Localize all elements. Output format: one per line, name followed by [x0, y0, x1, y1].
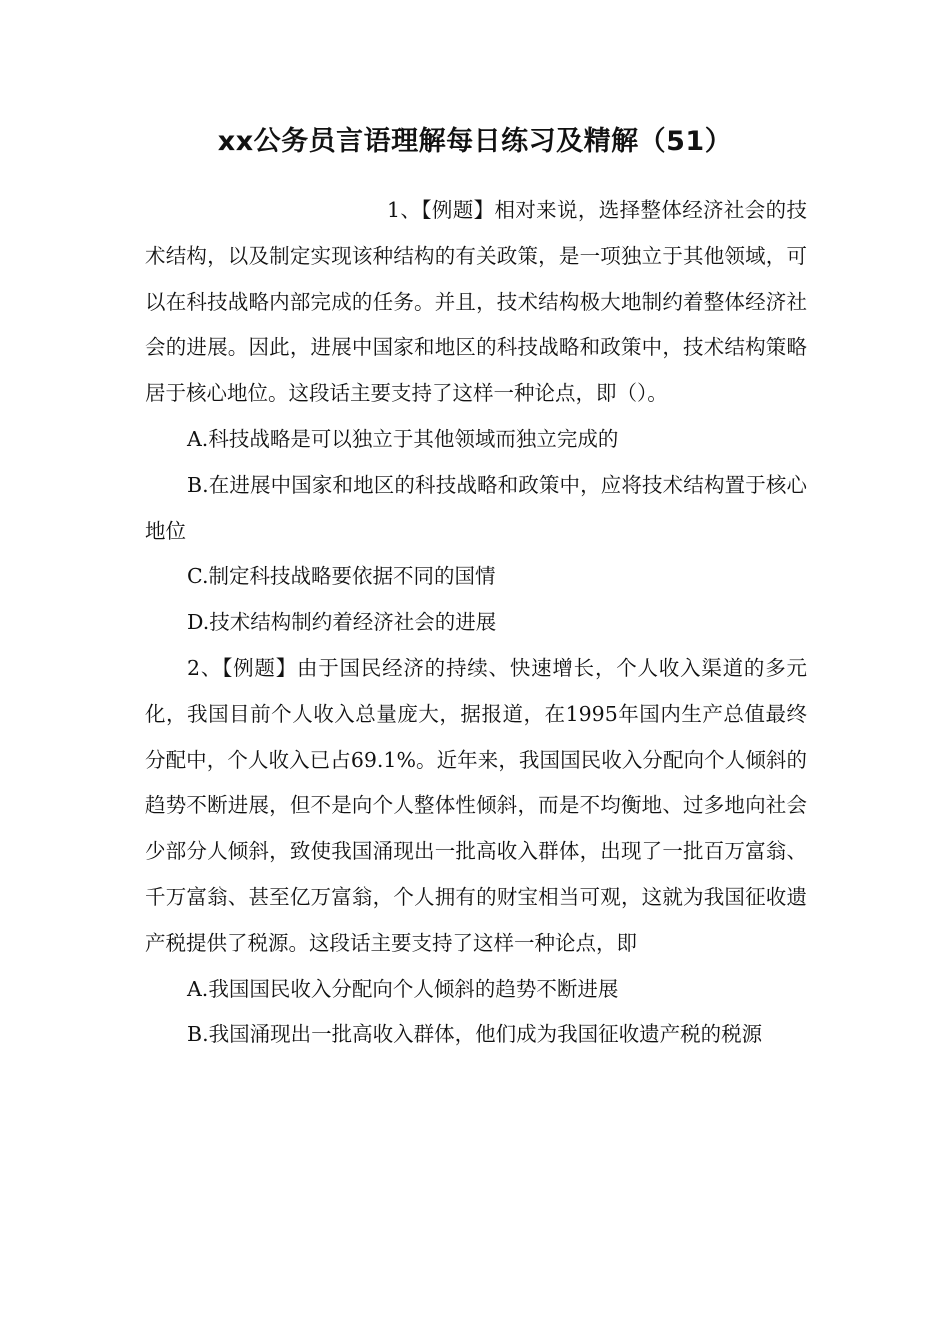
question-1-option-b: B.在进展中国家和地区的科技战略和政策中，应将技术结构置于核心地位: [145, 472, 807, 543]
document-title: xx公务员言语理解每日练习及精解（51）: [217, 126, 733, 157]
question-1-option-d: D.技术结构制约着经济社会的进展: [187, 610, 497, 635]
question-2-stem: 2、【例题】由于国民经济的持续、快速增长，个人收入渠道的多元化，我国目前个人收入总量庞大，据报道，在1995年国内生产总值最终分配中，个人收入已占69.1%。近年来，我国国民收入分配向个人倾斜的趋势不断进展，但不是向个人整体性倾斜，而是不均衡地、过多地向社会少部分人倾斜，致使我国涌现出一批高收入群体，出现了一批百万富翁、千万富翁、甚至亿万富翁，个人拥有的财宝相当可观，这就为我国征收遗产税提供了税源。这段话主要支持了这样一种论点，即: [145, 655, 807, 955]
question-2-option-a: A.我国国民收入分配向个人倾斜的趋势不断进展: [187, 976, 619, 1001]
question-1-option-a: A.科技战略是可以独立于其他领域而独立完成的: [187, 426, 619, 451]
question-1-stem: 1、【例题】相对来说，选择整体经济社会的技术结构，以及制定实现该种结构的有关政策，是一项独立于其他领域，可以在科技战略内部完成的任务。并且，技术结构极大地制约着整体经济社会的进展。因此，进展中国家和地区的科技战略和政策中，技术结构策略居于核心地位。这段话主要支持了这样一种论点，即（）。: [145, 198, 807, 406]
question-2-option-b: B.我国涌现出一批高收入群体，他们成为我国征收遗产税的税源: [187, 1022, 763, 1047]
document-body: [145, 188, 807, 1058]
question-1-option-c: C.制定科技战略要依据不同的国情: [187, 564, 496, 589]
